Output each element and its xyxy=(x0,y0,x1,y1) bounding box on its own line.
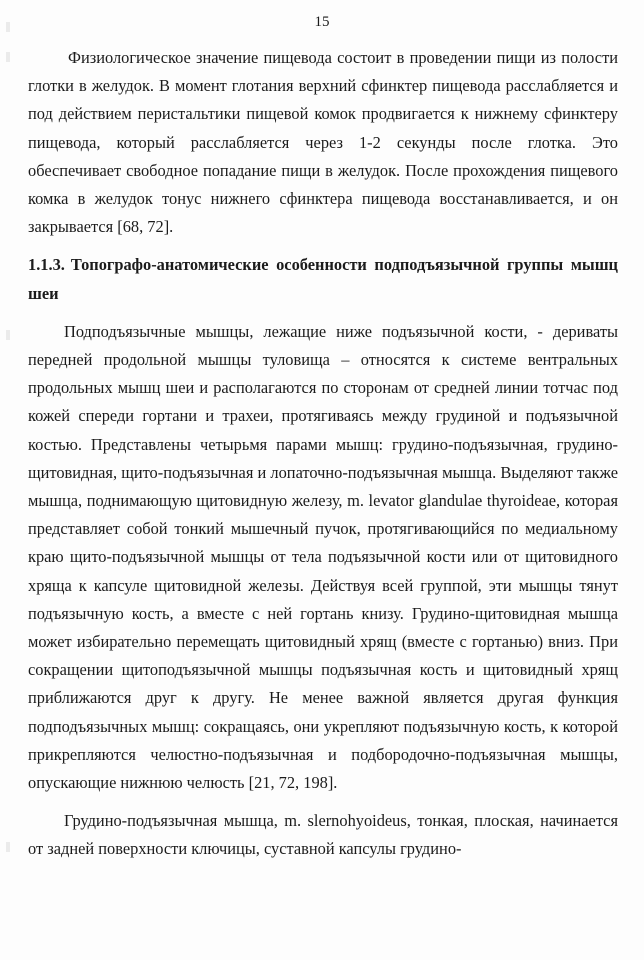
paragraph-infrahyoid-muscles: Подподъязычные мышцы, лежащие ниже подъязычной кости, - дериваты передней продольной мышцы туловища – относятся к системе вентральных продольных мышц шеи и располагаются по сторонам от средней линии тотчас под кожей спереди гортани и трахеи, протягиваясь между грудиной и подъязычной костью. Представлены четырьмя парами мышц: грудино-подъязычная, грудино-щитовидная, щито-подъязычная и лопаточно-подъязычная мышца. Выделяют также мышца, поднимающую щитовидную железу, m. levator glandulae thyroideae, которая представляет собой тонкий мышечный пучок, протягивающийся по медиальному краю щито-подъязычной мышцы от тела подъязычной кости или от щитовидного хряща к капсуле щитовидной железы. Действуя всей группой, эти мышцы тянут подъязычную кость, а вместе с ней гортань книзу. Грудино-щитовидная мышца может избирательно перемещать щитовидный хрящ (вместе с гортанью) вниз. При сокращении щитоподъязычной мышцы подъязычная кость и щитовидный хрящ приближаются друг к другу. Не менее важной является другая функция подподъязычных мышц: сокращаясь, они укрепляют подъязычную кость, к которой прикрепляются челюстно-подъязычная и подбородочно-подъязычная мышцы, опускающие нижнюю челюсть [21, 72, 198]. xyxy=(28,321,618,793)
scan-artifact xyxy=(6,330,10,340)
section-number: 1.1.3. xyxy=(28,255,65,275)
section-heading xyxy=(28,251,618,307)
paragraph-sternohyoid-muscle: Грудино-подъязычная мышца, m. slernohyoideus, тонкая, плоская, начинается от задней поверхности ключицы, суставной капсулы грудино- xyxy=(28,811,618,859)
page-number: 15 xyxy=(314,14,330,30)
paragraph-esophagus-physiology: Физиологическое значение пищевода состоит в проведении пищи из полости глотки в желудок. В момент глотания верхний сфинктер пищевода расслабляется и под действием перистальтики пищевой комок продвигается к нижнему сфинктеру пищевода, который расслабляется через 1-2 секунды после глотка. Это обеспечивает свободное попадание пищи в желудок. После прохождения пищевого комка в желудок тонус нижнего сфинктера пищевода восстанавливается, и он закрывается [68, 72]. xyxy=(28,48,618,237)
scan-artifact xyxy=(6,842,10,852)
page-body xyxy=(28,44,618,874)
scan-artifact xyxy=(6,52,10,62)
section-title: Топографо-анатомические особенности подподъязычной группы мышц шеи xyxy=(28,255,618,303)
scan-artifact xyxy=(6,22,10,32)
